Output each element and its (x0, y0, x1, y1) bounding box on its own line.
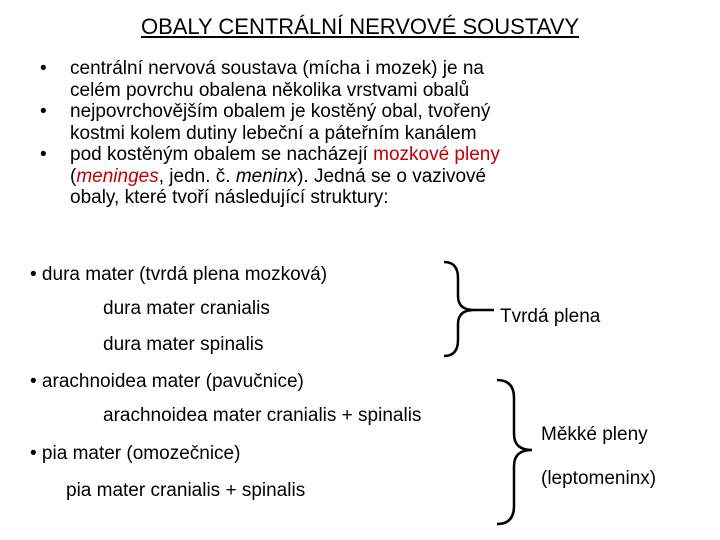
arachnoidea-heading: • arachnoidea mater (pavučnice) (30, 371, 304, 392)
bullet-item-3: • pod kostěným obalem se nacházejí mozkové pleny (meninges, jedn. č. meninx). Jedná se o vazivové obaly, které tvoří následující struktury: (40, 144, 500, 208)
bullet-item-2: • nejpovrchovějším obalem je kostěný obal, tvořený kostmi kolem dutiny lebeční a páteřním kanálem (40, 101, 491, 144)
dura-heading: • dura mater (tvrdá plena mozková) (30, 264, 328, 285)
dura-sub-spinalis: dura mater spinalis (103, 334, 264, 355)
dura-brace (444, 262, 474, 356)
bullet-dot: • (40, 58, 47, 79)
pia-sub: pia mater cranialis + spinalis (66, 480, 306, 501)
dura-sub-cranialis: dura mater cranialis (103, 298, 270, 319)
soft-group-label: Měkké pleny (541, 424, 648, 445)
page-title: OBALY CENTRÁLNÍ NERVOVÉ SOUSTAVY (140, 14, 580, 39)
bullet-dot: • (40, 101, 47, 122)
bullet-item-1: • centrální nervová soustava (mícha i mozek) je na celém povrchu obalena několika vrstvami obalů (40, 58, 484, 101)
soft-group-sublabel: (leptomeninx) (541, 468, 657, 489)
pia-heading: • pia mater (omozečnice) (30, 443, 241, 464)
arachnoidea-sub: arachnoidea mater cranialis + spinalis (103, 405, 422, 426)
dura-group-label: Tvrdá plena (500, 306, 601, 327)
bullet-dot: • (40, 144, 47, 165)
highlight-term-latin: meninges (76, 165, 159, 187)
highlight-term: mozkové pleny (373, 144, 500, 165)
soft-brace (497, 380, 532, 524)
